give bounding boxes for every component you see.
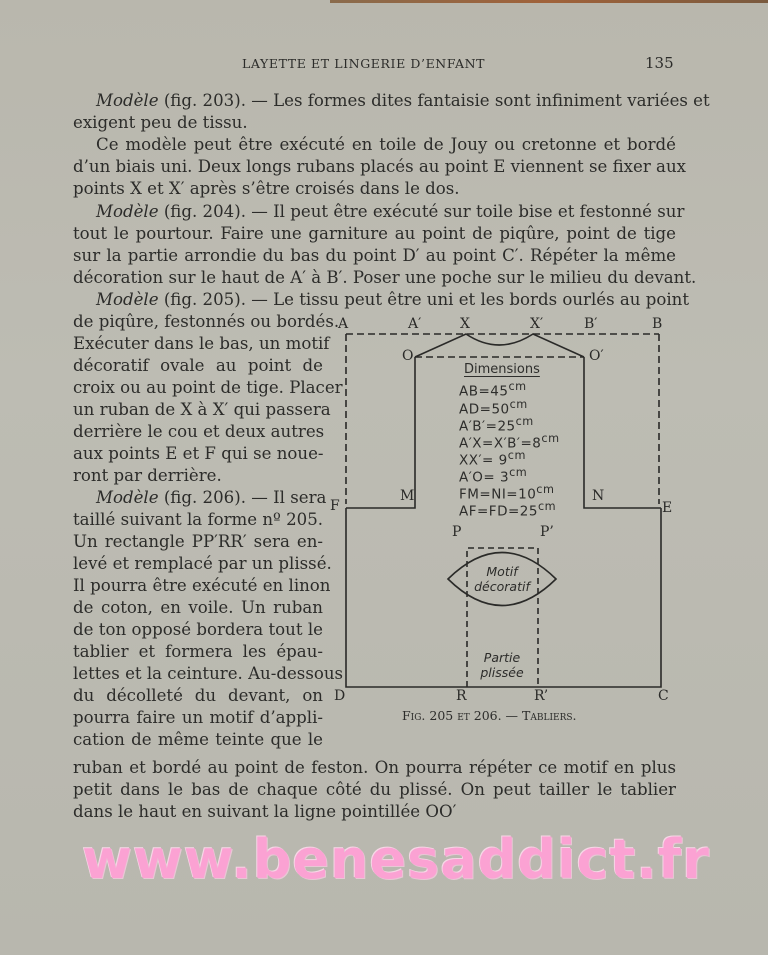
- paragraph-205-line-1: [96, 289, 690, 311]
- paragraph-206-line-10: du décolleté du devant, on: [73, 686, 323, 705]
- watermark: www.benesaddict.fr: [82, 828, 710, 891]
- figure-caption: Fig. 205 et 206. — Tabliers.: [402, 708, 577, 723]
- paragraph-206-line-1: [96, 487, 327, 509]
- label-A: A: [338, 316, 349, 332]
- page-number: 135: [645, 54, 674, 72]
- paragraph-206-line-9: lettes et la ceinture. Au-dessous: [73, 664, 344, 683]
- motif-label-line-2: décoratif: [474, 579, 530, 594]
- label-P: P: [452, 524, 462, 540]
- paragraph-203b-line-3: points X et X′ après s’être croisés dans le dos.: [73, 179, 460, 198]
- paragraph-203b-line-2: d’un biais uni. Deux longs rubans placés au point E viennent se fixer aux: [73, 157, 686, 176]
- dimension-text: AB=45: [459, 383, 509, 400]
- dimension-row: [459, 380, 527, 400]
- label-N: N: [592, 488, 605, 504]
- dimensions-title: Dimensions: [464, 362, 540, 377]
- book-edge: [330, 0, 768, 3]
- text-span: (fig. 205). — Le tissu peut être uni et les bords ourlés au point: [158, 290, 690, 309]
- dimension-text: AF=FD=25: [459, 503, 538, 520]
- pleat-label-line-1: Partie: [483, 650, 521, 665]
- paragraph-204-line-1: [96, 201, 685, 223]
- bib-left-side: [346, 357, 415, 508]
- label-D: D: [334, 688, 346, 704]
- unit: cm: [507, 449, 526, 462]
- text-span: (fig. 206). — Il sera: [158, 488, 327, 507]
- unit: cm: [541, 432, 560, 445]
- dimension-text: A′O= 3: [459, 469, 510, 486]
- label-B-prime: B′: [584, 316, 598, 332]
- paragraph-205-line-7: derrière le cou et deux autres: [73, 422, 325, 441]
- motif-label-line-1: Motif: [486, 564, 518, 579]
- model-lead: Modèle: [96, 290, 159, 309]
- paragraph-206-line-14: petit dans le bas de chaque côté du plissé. On peut tailler le tablier: [73, 780, 676, 799]
- paragraph-203-line-1: [96, 90, 710, 112]
- paragraph-206-line-12: cation de même teinte que le: [73, 730, 323, 749]
- dimension-text: AD=50: [459, 401, 510, 418]
- paragraph-205-line-2: de piqûre, festonnés ou bordés.: [73, 312, 340, 331]
- apron-pattern-figure: [328, 312, 688, 730]
- paragraph-206-line-5: Il pourra être exécuté en linon: [73, 576, 331, 595]
- paragraph-206-line-13: ruban et bordé au point de feston. On pourra répéter ce motif en plus: [73, 758, 676, 777]
- unit: cm: [509, 398, 528, 411]
- label-C: C: [658, 688, 669, 704]
- label-B: B: [652, 316, 663, 332]
- paragraph-206-line-3: Un rectangle PP′RR′ sera en-: [73, 532, 323, 551]
- label-X-prime: X′: [530, 316, 544, 332]
- unit: cm: [508, 380, 527, 393]
- label-M: M: [400, 488, 415, 504]
- label-O-prime: O′: [589, 348, 604, 364]
- model-lead: Modèle: [96, 202, 159, 221]
- dimension-text: FM=NI=10: [459, 486, 537, 503]
- paragraph-206-line-2: taillé suivant la forme nº 205.: [73, 510, 324, 529]
- dimension-text: A′B′=25: [459, 418, 516, 435]
- paragraph-204-line-3: sur la partie arrondie du bas du point D′ au point C′. Répéter la même: [73, 246, 676, 265]
- pleat-label: [457, 650, 547, 680]
- paragraph-205-line-5: croix ou au point de tige. Placer: [73, 378, 343, 397]
- text-span: (fig. 203). — Les formes dites fantaisie sont infiniment variées et: [158, 91, 710, 110]
- model-lead: Modèle: [96, 488, 159, 507]
- neckline: [415, 334, 584, 357]
- label-X: X: [460, 316, 470, 332]
- text-span: (fig. 204). — Il peut être exécuté sur toile bise et festonné sur: [158, 202, 685, 221]
- paragraph-206-line-4: levé et remplacé par un plissé.: [73, 554, 332, 573]
- paragraph-205-line-3: Exécuter dans le bas, un motif: [73, 334, 330, 353]
- bib-right-side: [584, 357, 661, 508]
- paragraph-206-line-7: de ton opposé bordera tout le: [73, 620, 323, 639]
- label-R: R: [456, 688, 467, 704]
- motif-label: [457, 564, 547, 594]
- model-lead: Modèle: [96, 91, 159, 110]
- label-P-prime: P’: [540, 524, 554, 540]
- running-title: LAYETTE ET LINGERIE D’ENFANT: [242, 56, 486, 71]
- paragraph-204-line-2: tout le pourtour. Faire une garniture au point de piqûre, point de tige: [73, 224, 676, 243]
- dimension-text: A′X=X′B′=8: [459, 435, 542, 452]
- paragraph-203-line-2: exigent peu de tissu.: [73, 113, 248, 132]
- label-O: O: [402, 348, 414, 364]
- paragraph-205-line-6: un ruban de X à X′ qui passera: [73, 400, 331, 419]
- unit: cm: [536, 483, 555, 496]
- paragraph-205-line-8: aux points E et F qui se noue-: [73, 444, 324, 463]
- paragraph-205-line-4: décoratif ovale au point de: [73, 356, 323, 375]
- paragraph-206-line-11: pourra faire un motif d’appli-: [73, 708, 323, 727]
- unit: cm: [537, 500, 557, 513]
- unit: cm: [515, 415, 534, 428]
- paragraph-206-line-6: de coton, en voile. Un ruban: [73, 598, 323, 617]
- label-E: E: [662, 500, 673, 516]
- label-R-prime: R’: [534, 688, 549, 704]
- dimension-row: [459, 500, 556, 520]
- paragraph-206-line-15: dans le haut en suivant la ligne pointillée OO′: [73, 802, 457, 821]
- paragraph-205-line-9: ront par derrière.: [73, 466, 222, 485]
- paragraph-203b-line-1: Ce modèle peut être exécuté en toile de Jouy ou cretonne et bordé: [96, 135, 676, 154]
- unit: cm: [509, 466, 528, 479]
- label-A-prime: A′: [408, 316, 422, 332]
- dimension-text: XX′= 9: [459, 452, 508, 469]
- paragraph-206-line-8: tablier et formera les épau-: [73, 642, 323, 661]
- pleat-label-line-2: plissée: [480, 665, 524, 680]
- page-header: [0, 56, 768, 76]
- label-F: F: [330, 498, 340, 514]
- paragraph-204-line-4: décoration sur le haut de A′ à B′. Poser une poche sur le milieu du devant.: [73, 268, 697, 287]
